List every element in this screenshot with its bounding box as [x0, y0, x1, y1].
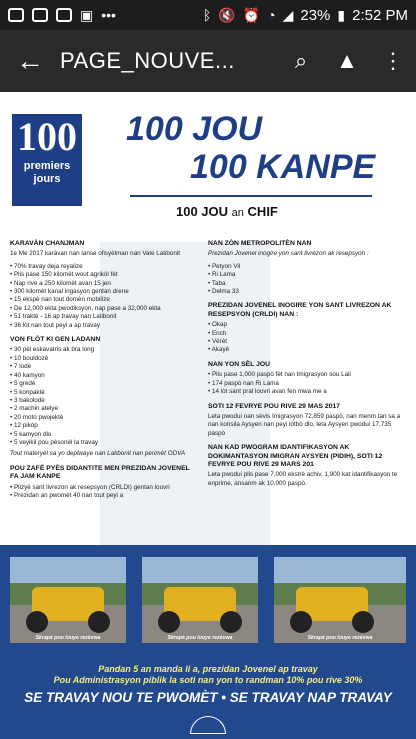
list-item: • 20 moto pwojektè — [10, 414, 198, 422]
photo-scraper — [274, 557, 406, 643]
list-item: • 36 lòt nan tout peyi a ap travay — [10, 322, 198, 330]
list-item: • Nap rive a 250 kilomèt avan 15 jen — [10, 280, 198, 288]
bullet-list — [10, 346, 198, 447]
list-item: • 3 bakolodè — [10, 397, 198, 405]
back-arrow-icon[interactable]: ← — [16, 45, 44, 76]
right-column — [208, 234, 404, 492]
section-title: VON FLÒT KI GEN LADANN — [10, 336, 101, 344]
list-item: • 5 kamyon dlo — [10, 431, 198, 439]
divider — [130, 195, 372, 197]
list-item: • De 12,000 ekta pwodiksyon, nap pase a 32,000 ekta — [10, 305, 198, 313]
section-title: NAN ZÒN METROPOLITÈN NAN — [208, 240, 312, 247]
list-item: • 14 lòt sant pral louvri avan fen mwa me a — [208, 388, 404, 396]
section-title: SOTI 12 FEVRYE POU RIVE 29 MAS 2017 — [208, 402, 340, 410]
list-item: • Ench — [208, 330, 404, 338]
clock: 2:52 PM — [352, 6, 408, 24]
list-item: • 5 konpaktè — [10, 389, 198, 397]
headline-line1: 100 JOU — [126, 110, 263, 148]
list-item: • Ri Lama — [208, 271, 404, 279]
section-text: 1e Me 2017 karàvan nan lanse ofisyèlman nan Vale Latibonit — [10, 250, 181, 258]
list-item: • 12 pikòp — [10, 422, 198, 430]
list-item: • Prezidan an pwomèt 40 nan tout peyi a — [10, 492, 198, 500]
list-item: • Plis pase 1,000 paspò fèt nan Imigrasyon sou Lali — [208, 371, 404, 379]
app-bar — [0, 30, 416, 92]
section-note: Tout materyèl sa yo deplwaye nan Latibonit nan perimèt ODVA — [10, 450, 186, 458]
list-item: • Okap — [208, 321, 404, 329]
photo-scraper — [142, 557, 258, 643]
battery-icon: ▮ — [337, 7, 346, 23]
section-title: KARAVÀN CHANJMAN — [10, 240, 85, 247]
wifi-icon: ◔ — [267, 7, 276, 23]
section-title: NAN YON SÈL JOU — [208, 360, 271, 368]
photo-caption: Skrapè pou louye rezèvwa — [35, 635, 101, 641]
slogan: SE TRAVAY NOU TE PWOMÈT • SE TRAVAY NAP TRAVAY — [24, 690, 392, 705]
bullet-list — [208, 371, 404, 396]
drive-add-icon[interactable]: ▲ — [336, 48, 358, 73]
battery-percent: 23% — [300, 6, 331, 24]
list-item: • 2 machin atelye — [10, 405, 198, 413]
more-dots-icon: ••• — [101, 7, 116, 23]
section-text: Prezidan Jovenel inogire yon sant livrezon ak resepsyon : — [208, 250, 369, 258]
section-text: Leta pwodui nan sèvis Imigrasyon 72,859 paspò, nan menm tan sa a nan konsila Aysyen nan peyi lòtbò dlo, leta Aysyen pwodui 17,735 paspò — [208, 412, 401, 437]
bullet-list — [208, 263, 404, 297]
mute-icon: 🔇 — [218, 7, 236, 23]
section-title: POU ZAFÈ PYÈS DIDANTITE MEN PREZIDAN JOVENEL FA JAM KANPE — [10, 464, 190, 481]
list-item: • 40 kamyon — [10, 372, 198, 380]
section-title: NAN KAD PWOGRAM IDANTIFIKASYON AK DOKIMANTASYON IMIGRAN AYSYEN (PIDIH), SOTI 12 FEVRYE POU RIVE 29 MARS 201 — [208, 444, 383, 468]
list-item: • 70% travay deja reyalize — [10, 263, 198, 271]
list-item: • 15 ekspè nan tout domèn mobilize — [10, 296, 198, 304]
photo-caption: Skrapè pou louye rezèvwa — [307, 635, 373, 641]
list-item: • Vèrèt — [208, 338, 404, 346]
alarm-icon: ⏰ — [242, 7, 261, 23]
list-item: • 300 kilomèt kanal irigasyon gentan drene — [10, 288, 198, 296]
search-icon[interactable]: ⌕ — [294, 48, 308, 73]
list-item: • 7 lodè — [10, 363, 198, 371]
bullet-list — [208, 321, 404, 355]
status-bar — [0, 0, 416, 30]
subheadline: 100 JOU an CHIF — [176, 204, 278, 219]
list-item: • Plis pase 150 kilomèt wout agrikòl fèt — [10, 271, 198, 279]
flyer-image — [0, 92, 416, 739]
photo-scraper — [10, 557, 126, 643]
list-item: • 5 veyikil pou pèsonèl la travay — [10, 439, 198, 447]
bullet-list — [10, 263, 198, 330]
list-item: • 30 pèl eskavatris ak bra long — [10, 346, 198, 354]
list-item: • Plizyè sant livrezon ak resepsyon (CRLDI) gentan louvri — [10, 484, 198, 492]
message-icon — [8, 8, 24, 22]
list-item: • 10 bouldozè — [10, 355, 198, 363]
section-title: PREZIDAN JOVENEL INOGIRE YON SANT LIVREZON AK RESEPSYON (CRLDI) NAN : — [208, 302, 392, 318]
band-text: Pandan 5 an manda li a, prezidan Jovenel ap travay Pou Administrasyon piblik la soti nan yon to randman 10% pou rive 30% — [53, 664, 363, 685]
list-item: • 5 gredè — [10, 380, 198, 388]
left-column — [10, 234, 198, 500]
overflow-menu-icon[interactable]: ⋮ — [382, 48, 404, 73]
list-item: • 51 traktè - 16 ap travay nan Latibonit — [10, 313, 198, 321]
message-icon — [32, 8, 48, 22]
image-icon: ▣ — [80, 7, 94, 23]
list-item: • Petyon Vil — [208, 263, 404, 271]
photo-caption: Skrapè pou louye rezèvwa — [167, 635, 233, 641]
list-item: • Akayè — [208, 346, 404, 354]
headline-line2: 100 KANPE — [190, 148, 376, 186]
list-item: • Delma 33 — [208, 288, 404, 296]
message-icon — [56, 8, 72, 22]
signal-icon: ◢ — [282, 7, 294, 23]
list-item: • 174 paspò nan Ri Lama — [208, 380, 404, 388]
bluetooth-icon: ᛒ — [202, 7, 212, 23]
logo-100-premiers-jours: 100 premiers jours — [12, 114, 82, 206]
bullet-list — [10, 484, 198, 501]
page-title: PAGE_NOUVE... — [60, 48, 235, 73]
list-item: • Taba — [208, 280, 404, 288]
section-text: Leta pwodui plis pase 7,000 ekstrè achiv, 1,900 kat idantifikasyon te enprime, ansanm ak 10,000 paspò. — [208, 471, 398, 487]
